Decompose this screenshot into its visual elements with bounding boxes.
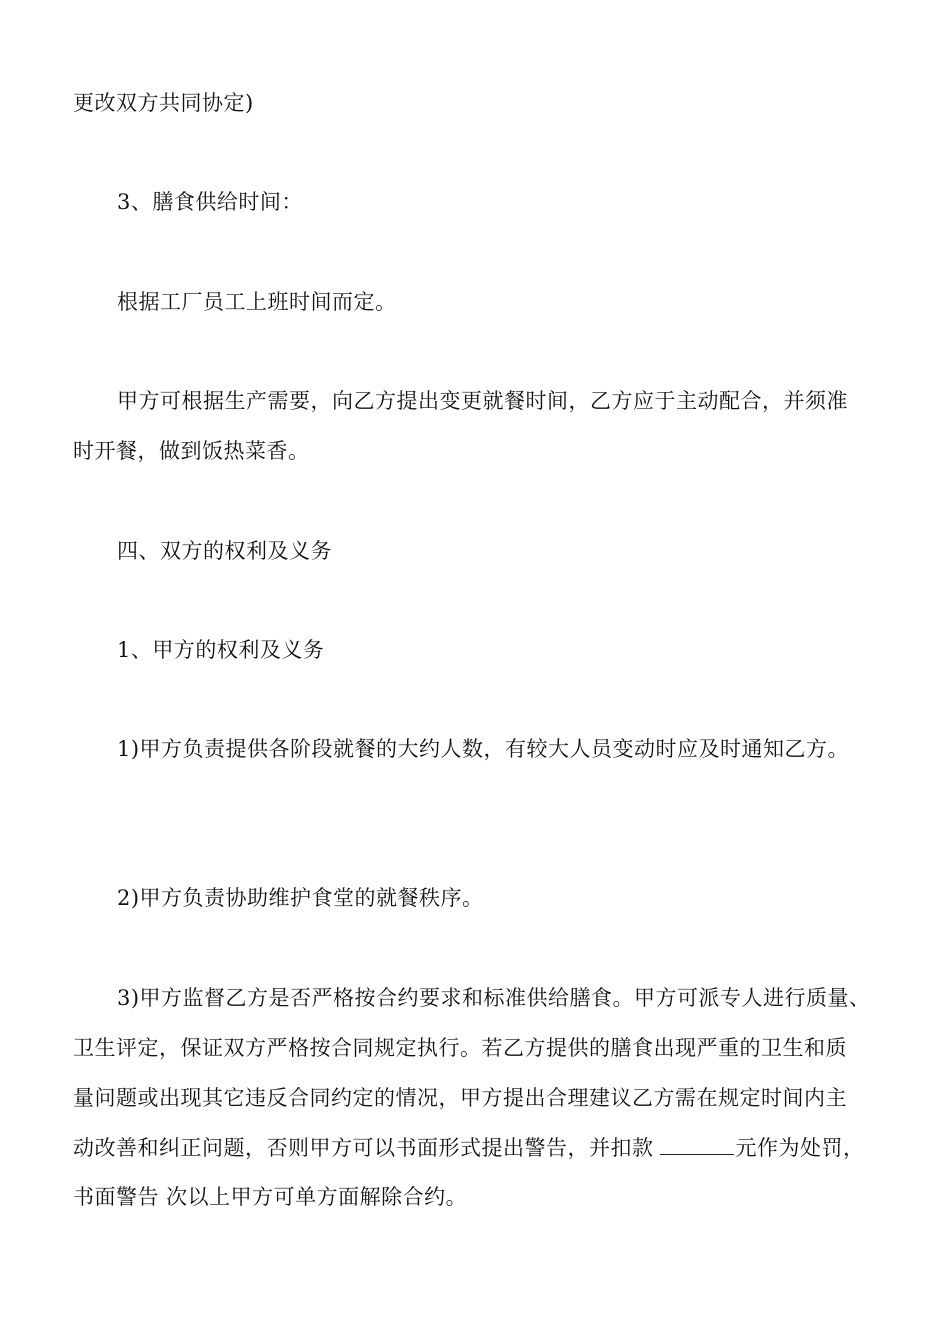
text-line: 书面警告 次以上甲方可单方面解除合约。 <box>73 1185 468 1209</box>
section-heading: 四、双方的权利及义务 <box>117 539 332 563</box>
text-line <box>73 1135 865 1161</box>
fill-in-blank <box>660 1136 734 1155</box>
section-heading: 1、甲方的权利及义务 <box>117 638 325 662</box>
text-line: 2)甲方负责协助维护食堂的就餐秩序。 <box>117 886 484 910</box>
text-line: 根据工厂员工上班时间而定。 <box>117 290 397 314</box>
text-segment: 动改善和纠正问题，否则甲方可以书面形式提出警告，并扣款 <box>73 1136 654 1160</box>
text-line: 甲方可根据生产需要，向乙方提出变更就餐时间，乙方应于主动配合，并须准 <box>117 389 848 413</box>
text-line: 更改双方共同协定) <box>73 91 254 115</box>
text-line: 卫生评定，保证双方严格按合同规定执行。若乙方提供的膳食出现严重的卫生和质 <box>73 1036 847 1060</box>
section-heading: 3、膳食供给时间： <box>117 190 303 214</box>
text-line: 量问题或出现其它违反合同约定的情况，甲方提出合理建议乙方需在规定时间内主 <box>73 1086 847 1110</box>
text-line: 1)甲方负责提供各阶段就餐的大约人数，有较大人员变动时应及时通知乙方。 <box>117 737 850 761</box>
text-line: 时开餐，做到饭热菜香。 <box>73 439 310 463</box>
text-line: 3)甲方监督乙方是否严格按合约要求和标准供给膳食。甲方可派专人进行质量、 <box>117 986 871 1010</box>
text-segment: 元作为处罚， <box>735 1136 865 1160</box>
